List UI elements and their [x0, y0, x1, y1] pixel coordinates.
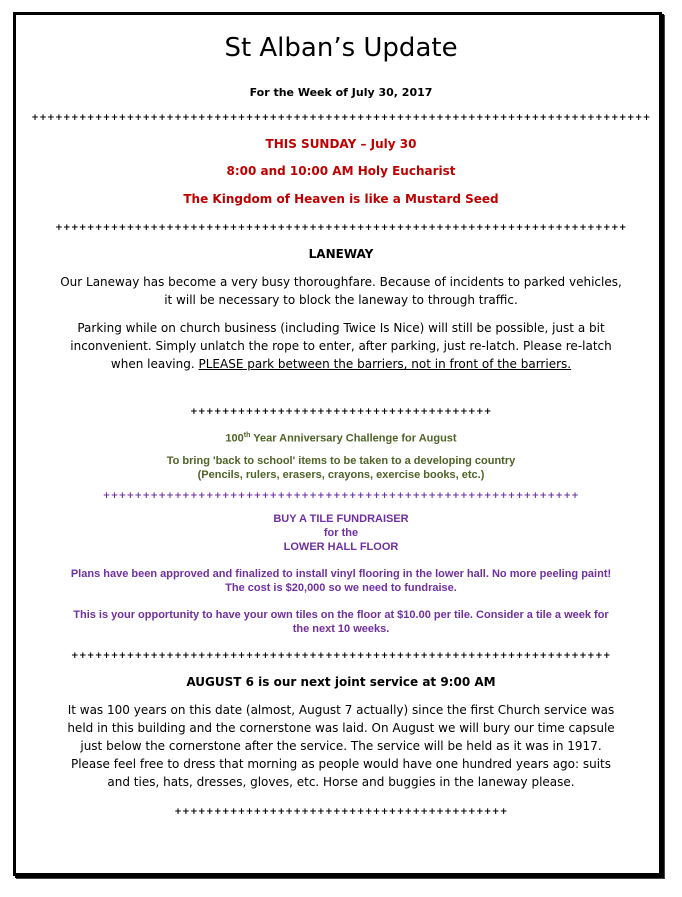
sunday-service-times: 8:00 and 10:00 AM Holy Eucharist [226, 164, 456, 178]
tile-paragraph-2: This is your opportunity to have your own tiles on the floor at $10.00 per tile. Consider a tile a week for the next 10 weeks. [73, 609, 609, 635]
separator-2: ++++++++++++++++++++++++++++++++++++++++++++++++++++++++++++++++++++++++ [55, 223, 627, 233]
newsletter-title: St Alban’s Update [224, 33, 458, 63]
sunday-heading: THIS SUNDAY – July 30 [265, 137, 417, 151]
august-paragraph: It was 100 years on this date (almost, August 7 actually) since the first Church service was held in this building and the cornerstone was laid. On August we will bury our time capsule just below the cornerstone after the service. The service will be held as it was in 1917. Please feel free to dress that morning as people would have one hundred years ago: suits and ties, hats, dresses, gloves, etc. Horse and buggies in the laneway please. [67, 703, 615, 789]
laneway-heading: LANEWAY [308, 247, 374, 261]
separator-4: ++++++++++++++++++++++++++++++++++++++++++++++++++++++++++++ [102, 491, 580, 501]
parking-notice: PLEASE park between the barriers, not in front of the barriers. [198, 357, 572, 371]
sunday-sermon-title: The Kingdom of Heaven is like a Mustard Seed [183, 192, 499, 206]
tile-fundraiser-heading: BUY A TILE FUNDRAISER for the LOWER HALL FLOOR [273, 513, 409, 553]
anniversary-heading: 100th Year Anniversary Challenge for August [225, 432, 457, 445]
separator-1: ++++++++++++++++++++++++++++++++++++++++++++++++++++++++++++++++++++++++++++++ [31, 113, 651, 123]
laneway-paragraph-2: Parking while on church business (including Twice Is Nice) will still be possible, just a bit inconvenient. Simply unlatch the rope to enter, after parking, just re-latch. Please re-latch when leaving. PLEASE park between the barriers, not in front of the barriers. [70, 321, 612, 371]
separator-3: ++++++++++++++++++++++++++++++++++++++ [190, 407, 492, 417]
laneway-paragraph-1: Our Laneway has become a very busy thoroughfare. Because of incidents to parked vehicles, it will be necessary to block the laneway to through traffic. [60, 275, 622, 307]
tile-paragraph-1: Plans have been approved and finalized to install vinyl flooring in the lower hall. No more peeling paint! The cost is $20,000 so we need to fundraise. [70, 568, 612, 594]
separator-5: ++++++++++++++++++++++++++++++++++++++++++++++++++++++++++++++++++++ [71, 651, 611, 661]
separator-6: ++++++++++++++++++++++++++++++++++++++++++ [174, 807, 508, 817]
august-heading: AUGUST 6 is our next joint service at 9:00 AM [186, 675, 496, 689]
anniversary-description: To bring 'back to school' items to be taken to a developing country (Pencils, rulers, erasers, crayons, exercise books, etc.) [166, 455, 516, 481]
week-subtitle: For the Week of July 30, 2017 [249, 86, 433, 99]
